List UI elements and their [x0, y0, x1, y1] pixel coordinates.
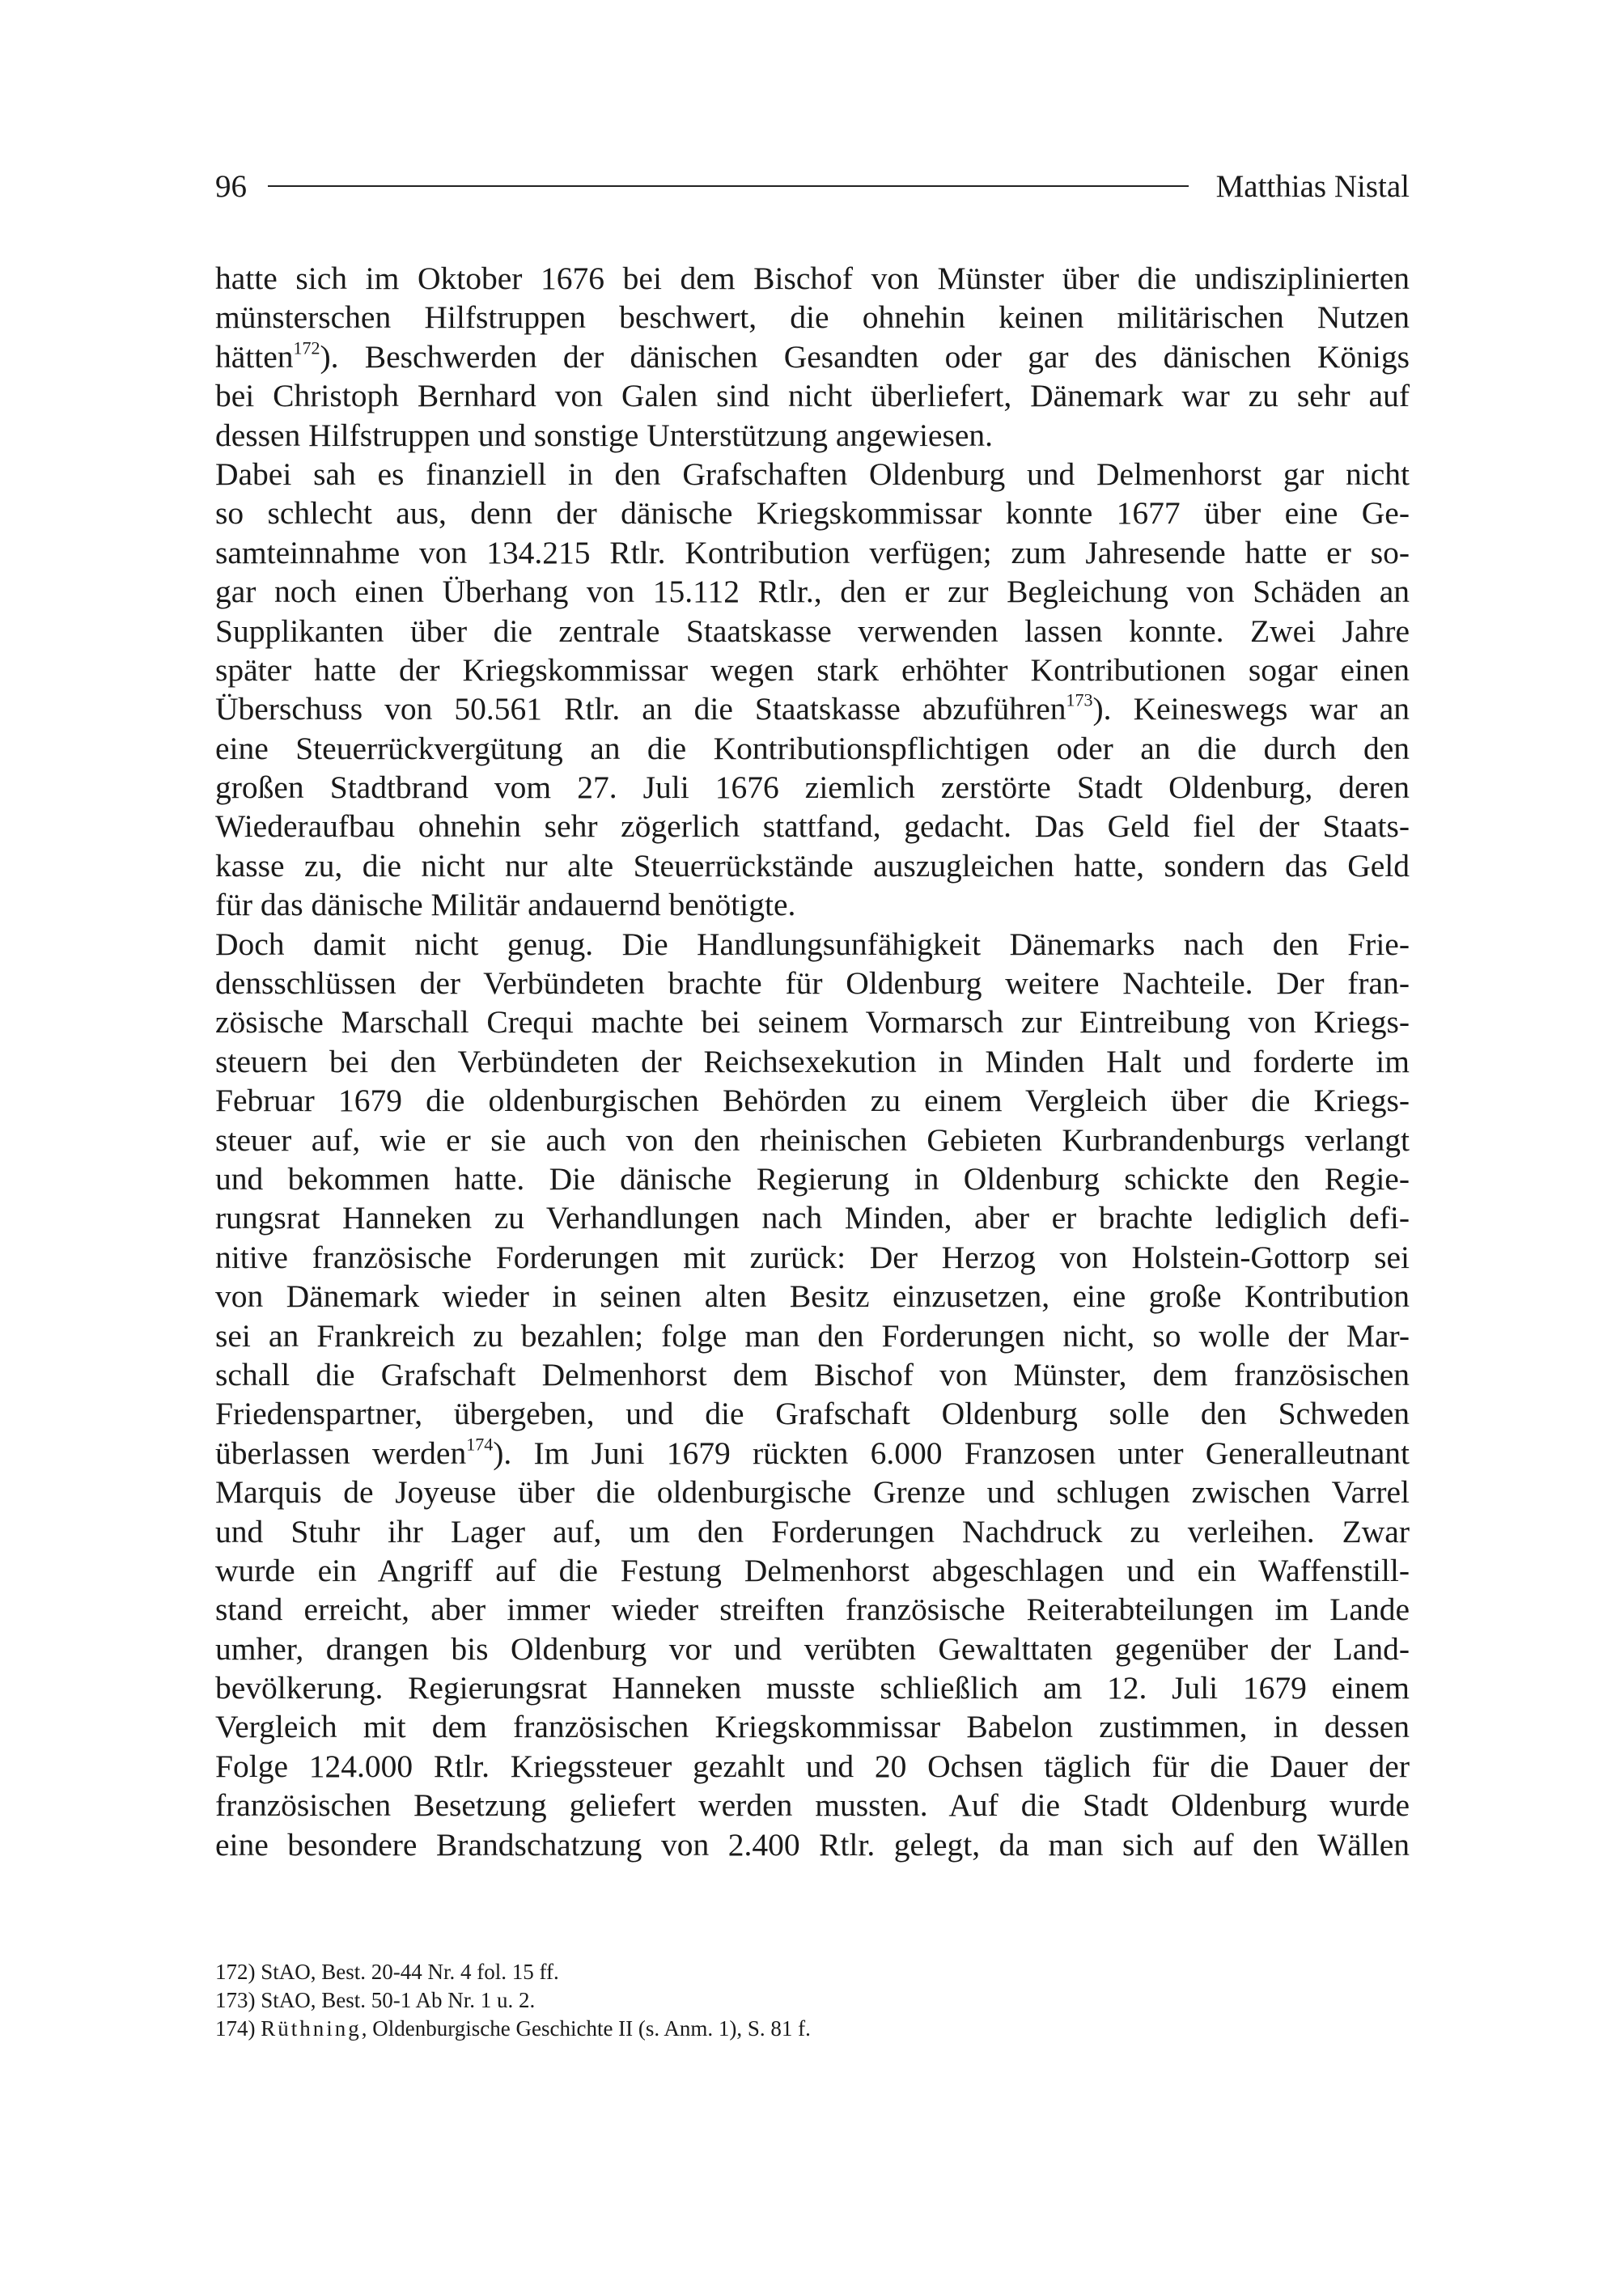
text-line: Folge 124.000 Rtlr. Kriegssteuer gezahlt und 20 Ochsen täglich für die Dauer der [215, 1748, 1410, 1784]
text-line-segment: ). Keineswegs war an [1092, 691, 1410, 727]
page-number: 96 [215, 168, 247, 204]
running-head [215, 162, 1410, 210]
text-line: Supplikanten über die zentrale Staatskasse verwenden lassen konnte. Zwei Jahre [215, 612, 1410, 649]
header-rule [268, 185, 1189, 187]
text-line-segment: ). Beschwerden der dänischen Gesandten oder gar des dänischen Königs [320, 338, 1410, 375]
footnote-173: 173) StAO, Best. 50-1 Ab Nr. 1 u. 2. [215, 1988, 536, 2012]
text-line-segment: hätten [215, 338, 294, 375]
text-line [215, 1434, 1410, 1473]
footnote-174 [215, 2015, 1410, 2043]
text-line-segment: ). Im Juni 1679 rückten 6.000 Franzosen unter Generalleutnant [493, 1435, 1410, 1471]
text-line: so schlecht aus, denn der dänische Kriegskommissar konnte 1677 über eine Ge- [215, 495, 1410, 532]
text-line: Vergleich mit dem französischen Kriegskommissar Babelon zustimmen, in dessen [215, 1709, 1410, 1745]
text-line [215, 337, 1410, 376]
text-line: wurde ein Angriff auf die Festung Delmenhorst abgeschlagen und ein Waffenstill- [215, 1552, 1410, 1588]
text-line: französischen Besetzung geliefert werden mussten. Auf die Stadt Oldenburg wurde [215, 1787, 1410, 1824]
text-line: stand erreicht, aber immer wieder streiften französische Reiterabteilungen im Lande [215, 1592, 1410, 1628]
text-line: Februar 1679 die oldenburgischen Behörden zu einem Vergleich über die Kriegs- [215, 1083, 1410, 1119]
text-line: Doch damit nicht genug. Die Handlungsunfähigkeit Dänemarks nach den Frie- [215, 926, 1410, 962]
text-line: Wiederaufbau ohnehin sehr zögerlich stattfand, gedacht. Das Geld fiel der Staats- [215, 808, 1410, 845]
text-line: nitive französische Forderungen mit zurück: Der Herzog von Holstein-Gottorp sei [215, 1239, 1410, 1275]
text-line: steuer auf, wie er sie auch von den rheinischen Gebieten Kurbrandenburgs verlangt [215, 1121, 1410, 1158]
text-line-segment: Überschuss von 50.561 Rtlr. an die Staatskasse abzuführen [215, 691, 1066, 727]
text-line: sei an Frankreich zu bezahlen; folge man den Forderungen nicht, so wolle der Mar- [215, 1317, 1410, 1354]
footnotes [215, 1958, 1410, 2043]
text-line: zösische Marschall Crequi machte bei seinem Vormarsch zur Eintreibung von Kriegs- [215, 1004, 1410, 1041]
text-line: densschlüssen der Verbündeten brachte für Oldenburg weitere Nachteile. Der fran- [215, 965, 1410, 1002]
body-text [215, 259, 1410, 1864]
text-line: von Dänemark wieder in seinen alten Besitz einzusetzen, eine große Kontribution [215, 1278, 1410, 1315]
text-line: eine besondere Brandschatzung von 2.400 Rtlr. gelegt, da man sich auf den Wällen [215, 1826, 1410, 1863]
text-line: rungsrat Hanneken zu Verhandlungen nach Minden, aber er brachte lediglich defi- [215, 1200, 1410, 1236]
footnote-ref[interactable]: 172 [293, 337, 320, 358]
footnote-ref[interactable]: 173 [1066, 689, 1093, 710]
text-line: Dabei sah es finanziell in den Grafschaften Oldenburg und Delmenhorst gar nicht [215, 456, 1410, 492]
text-line: gar noch einen Überhang von 15.112 Rtlr., den er zur Begleichung von Schäden an [215, 574, 1410, 610]
text-line: steuern bei den Verbündeten der Reichsexekution in Minden Halt und forderte im [215, 1043, 1410, 1079]
running-head-author: Matthias Nistal [1215, 168, 1410, 204]
footnote-172: 172) StAO, Best. 20-44 Nr. 4 fol. 15 ff. [215, 1960, 559, 1984]
text-line: hatte sich im Oktober 1676 bei dem Bischof von Münster über die undisziplinierten [215, 261, 1410, 296]
text-line: münsterschen Hilfstruppen beschwert, die ohnehin keinen militärischen Nutzen [215, 299, 1410, 336]
text-line: bei Christoph Bernhard von Galen sind nicht überliefert, Dänemark war zu sehr auf [215, 378, 1410, 414]
text-line: für das dänische Militär andauernd benötigte. [215, 887, 796, 923]
footnote-174-text: , Oldenburgische Geschichte II (s. Anm. 1), S. 81 f. [361, 2016, 811, 2041]
text-line [215, 689, 1410, 728]
text-line: großen Stadtbrand vom 27. Juli 1676 ziemlich zerstörte Stadt Oldenburg, deren [215, 769, 1410, 806]
text-line: später hatte der Kriegskommissar wegen stark erhöhter Kontributionen sogar einen [215, 651, 1410, 688]
text-line: schall die Grafschaft Delmenhorst dem Bischof von Münster, dem französischen [215, 1356, 1410, 1392]
text-line: kasse zu, die nicht nur alte Steuerrückstände auszugleichen hatte, sondern das Geld [215, 847, 1410, 884]
footnote-174-number: 174) [215, 2016, 256, 2041]
text-line: bevölkerung. Regierungsrat Hanneken musste schließlich am 12. Juli 1679 einem [215, 1670, 1410, 1706]
text-line: und bekommen hatte. Die dänische Regierung in Oldenburg schickte den Regie- [215, 1160, 1410, 1197]
footnote-174-author: Rüthning [261, 2016, 362, 2041]
text-line: und Stuhr ihr Lager auf, um den Forderungen Nachdruck zu verleihen. Zwar [215, 1513, 1410, 1549]
text-line: samteinnahme von 134.215 Rtlr. Kontribution verfügen; zum Jahresende hatte er so- [215, 534, 1410, 570]
text-line: dessen Hilfstruppen und sonstige Unterstützung angewiesen. [215, 417, 993, 453]
footnote-ref[interactable]: 174 [466, 1434, 494, 1455]
text-line: umher, drangen bis Oldenburg vor und verübten Gewalttaten gegenüber der Land- [215, 1630, 1410, 1667]
text-line: eine Steuerrückvergütung an die Kontributionspflichtigen oder an die durch den [215, 730, 1410, 766]
text-line-segment: überlassen werden [215, 1435, 467, 1471]
text-line: Friedenspartner, übergeben, und die Grafschaft Oldenburg solle den Schweden [215, 1396, 1410, 1432]
text-line: Marquis de Joyeuse über die oldenburgische Grenze und schlugen zwischen Varrel [215, 1474, 1410, 1511]
